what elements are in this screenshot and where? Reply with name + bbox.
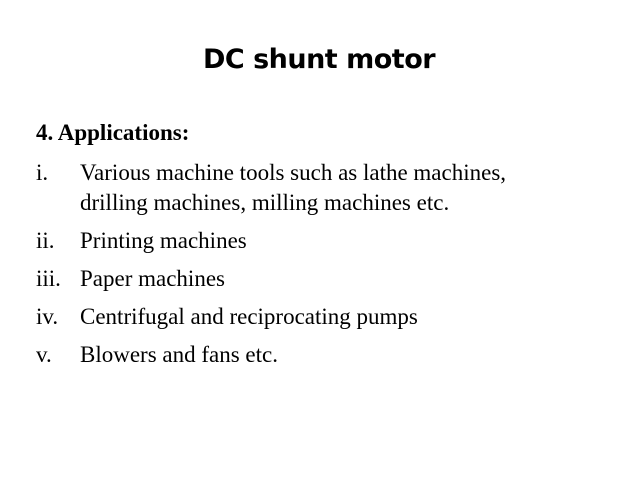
list-item-text: Blowers and fans etc. [80,342,278,367]
list-item [36,264,616,294]
applications-list [36,158,616,370]
list-item-marker: v. [36,342,52,367]
list-item-marker: iv. [36,304,59,329]
slide-content [36,118,616,378]
list-item [36,302,616,332]
list-item [36,340,616,370]
list-item-text: Centrifugal and reciprocating pumps [80,304,418,329]
list-item-text: Paper machines [80,266,225,291]
list-item-marker: ii. [36,228,55,253]
section-heading: 4. Applications: [36,120,190,145]
list-item-text: Printing machines [80,228,247,253]
slide-title: DC shunt motor [202,44,436,75]
list-item-marker: i. [36,160,49,185]
list-item-text: Various machine tools such as lathe machines, drilling machines, milling machines etc. [80,160,507,215]
list-item [36,226,616,256]
list-item [36,158,616,218]
list-item-marker: iii. [36,266,61,291]
